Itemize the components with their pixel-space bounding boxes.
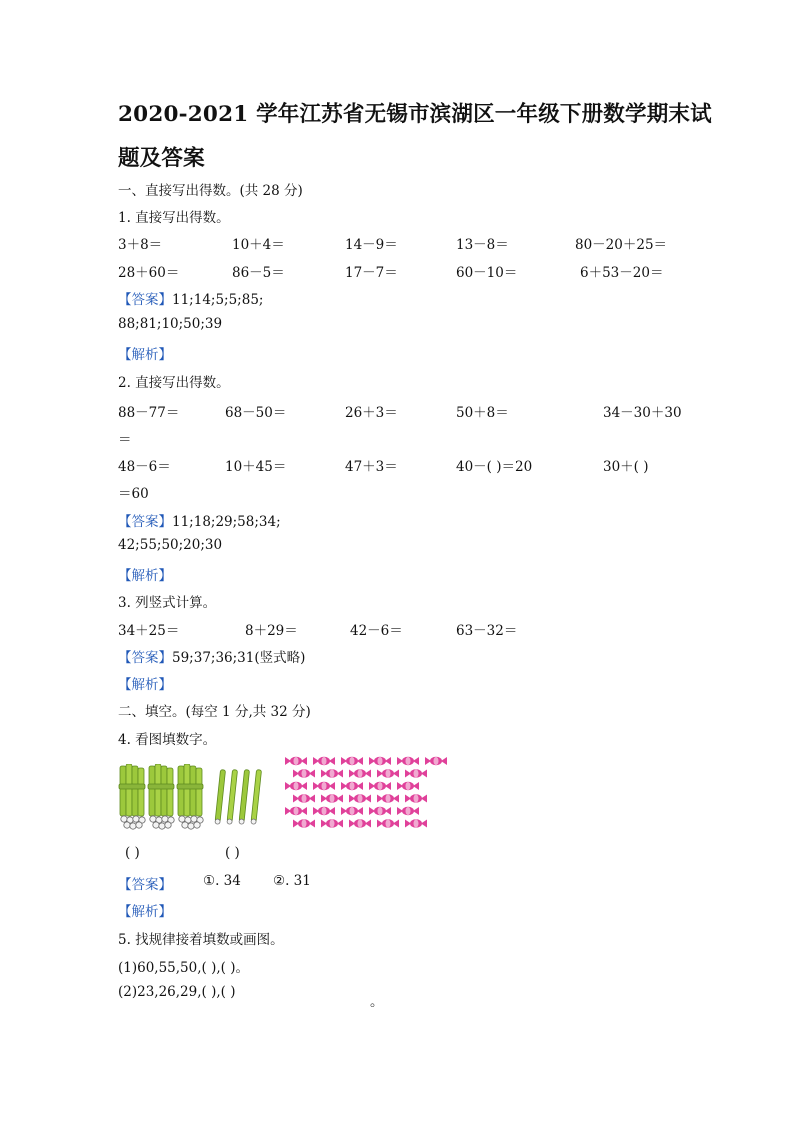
candy <box>321 769 343 777</box>
candy <box>349 819 371 827</box>
candy <box>341 782 363 790</box>
candy <box>397 807 419 815</box>
q1-answer <box>118 288 263 308</box>
q4-answer-b: ②. 31 <box>273 873 311 889</box>
candy <box>321 794 343 802</box>
section2-heading: 二、填空。(每空 1 分,共 32 分) <box>118 704 311 720</box>
q4-answer <box>118 873 172 893</box>
q4-blank-1[interactable]: ( ) <box>125 845 140 861</box>
q3-c4: 63－32＝ <box>456 623 518 639</box>
q3-answer <box>118 646 305 666</box>
candy <box>349 794 371 802</box>
q2-r1-c3: 26＋3＝ <box>345 405 398 421</box>
candy <box>293 794 315 802</box>
counting-sticks-image <box>118 764 270 832</box>
q2-answer-text-1: 11;18;29;58;34; <box>172 514 281 530</box>
answer-tag: 【答案】 <box>118 877 172 893</box>
candy <box>313 807 335 815</box>
q1-r2-c1: 28＋60＝ <box>118 265 180 281</box>
single-sticks <box>215 770 262 825</box>
candy <box>425 757 447 765</box>
q5-line1: (1)60,55,50,( ),( )。 <box>118 960 249 976</box>
candy <box>321 819 343 827</box>
answer-tag: 【答案】 <box>118 650 172 666</box>
q1-r2-c5: 6＋53－20＝ <box>580 265 664 281</box>
q2-answer-text-2: 42;55;50;20;30 <box>118 537 223 553</box>
q4-blank-2[interactable]: ( ) <box>225 845 240 861</box>
q4-answer-a: ①. 34 <box>203 873 241 889</box>
q2-r2-c5: 30＋( ) <box>603 459 649 475</box>
q2-r2-c2: 10＋45＝ <box>225 459 287 475</box>
q3-stem: 3. 列竖式计算。 <box>118 595 217 611</box>
document-title-line2: 题及答案 <box>118 146 205 171</box>
q3-answer-text: 59;37;36;31(竖式略) <box>172 650 306 666</box>
candy <box>377 819 399 827</box>
candy <box>369 757 391 765</box>
candy <box>285 807 307 815</box>
q5-stem: 5. 找规律接着填数或画图。 <box>118 932 284 948</box>
stick-bundle <box>177 764 203 829</box>
candy <box>377 769 399 777</box>
q5-line2: (2)23,26,29,( ),( ) <box>118 984 236 1000</box>
q2-stem: 2. 直接写出得数。 <box>118 375 230 391</box>
stick-bundle <box>119 764 145 829</box>
candy <box>313 782 335 790</box>
candy <box>377 794 399 802</box>
q1-r1-c1: 3＋8＝ <box>118 237 163 253</box>
candy <box>405 769 427 777</box>
candy <box>313 757 335 765</box>
q3-c3: 42－6＝ <box>350 623 403 639</box>
section1-heading: 一、直接写出得数。(共 28 分) <box>118 183 303 199</box>
candy <box>341 757 363 765</box>
q1-r2-c2: 86－5＝ <box>232 265 285 281</box>
candy <box>405 794 427 802</box>
q5-line2-end: 。 <box>370 994 384 1010</box>
candy <box>405 819 427 827</box>
candy <box>369 782 391 790</box>
q1-r2-c3: 17－7＝ <box>345 265 398 281</box>
q1-answer-text-1: 11;14;5;5;85; <box>172 292 264 308</box>
candy <box>349 769 371 777</box>
q2-r1-c5: 34－30＋30 <box>603 405 682 421</box>
candy <box>369 807 391 815</box>
q2-analysis-tag: 【解析】 <box>118 568 172 584</box>
q1-r2-c4: 60－10＝ <box>456 265 518 281</box>
q1-r1-c3: 14－9＝ <box>345 237 398 253</box>
stick-bundle <box>148 764 174 829</box>
q2-r1-c4: 50＋8＝ <box>456 405 509 421</box>
q4-stem: 4. 看图填数字。 <box>118 732 217 748</box>
q1-r1-c2: 10＋4＝ <box>232 237 285 253</box>
candies-image <box>284 754 456 834</box>
q1-stem: 1. 直接写出得数。 <box>118 210 230 226</box>
q3-c2: 8＋29＝ <box>245 623 298 639</box>
answer-tag: 【答案】 <box>118 292 172 308</box>
q2-r1-wrap: ＝ <box>118 432 132 448</box>
q2-r2-c3: 47＋3＝ <box>345 459 398 475</box>
q1-analysis-tag: 【解析】 <box>118 347 172 363</box>
candy <box>341 807 363 815</box>
candy <box>293 819 315 827</box>
answer-tag: 【答案】 <box>118 514 172 530</box>
q2-r2-c4: 40－( )＝20 <box>456 459 533 475</box>
q2-r1-c2: 68－50＝ <box>225 405 287 421</box>
candy <box>285 782 307 790</box>
candy <box>397 757 419 765</box>
q2-r2-wrap: ＝60 <box>118 486 149 502</box>
q4-analysis-tag: 【解析】 <box>118 904 172 920</box>
q3-c1: 34＋25＝ <box>118 623 180 639</box>
candy <box>285 757 307 765</box>
q2-r1-c1: 88－77＝ <box>118 405 180 421</box>
q1-r1-c5: 80－20＋25＝ <box>575 237 668 253</box>
q1-answer-text-2: 88;81;10;50;39 <box>118 316 223 332</box>
q2-answer <box>118 510 281 530</box>
document-title-line1: 2020-2021 学年江苏省无锡市滨湖区一年级下册数学期末试 <box>118 102 712 127</box>
q3-analysis-tag: 【解析】 <box>118 677 172 693</box>
candy <box>293 769 315 777</box>
candy <box>397 782 419 790</box>
q1-r1-c4: 13－8＝ <box>456 237 509 253</box>
q2-r2-c1: 48－6＝ <box>118 459 171 475</box>
